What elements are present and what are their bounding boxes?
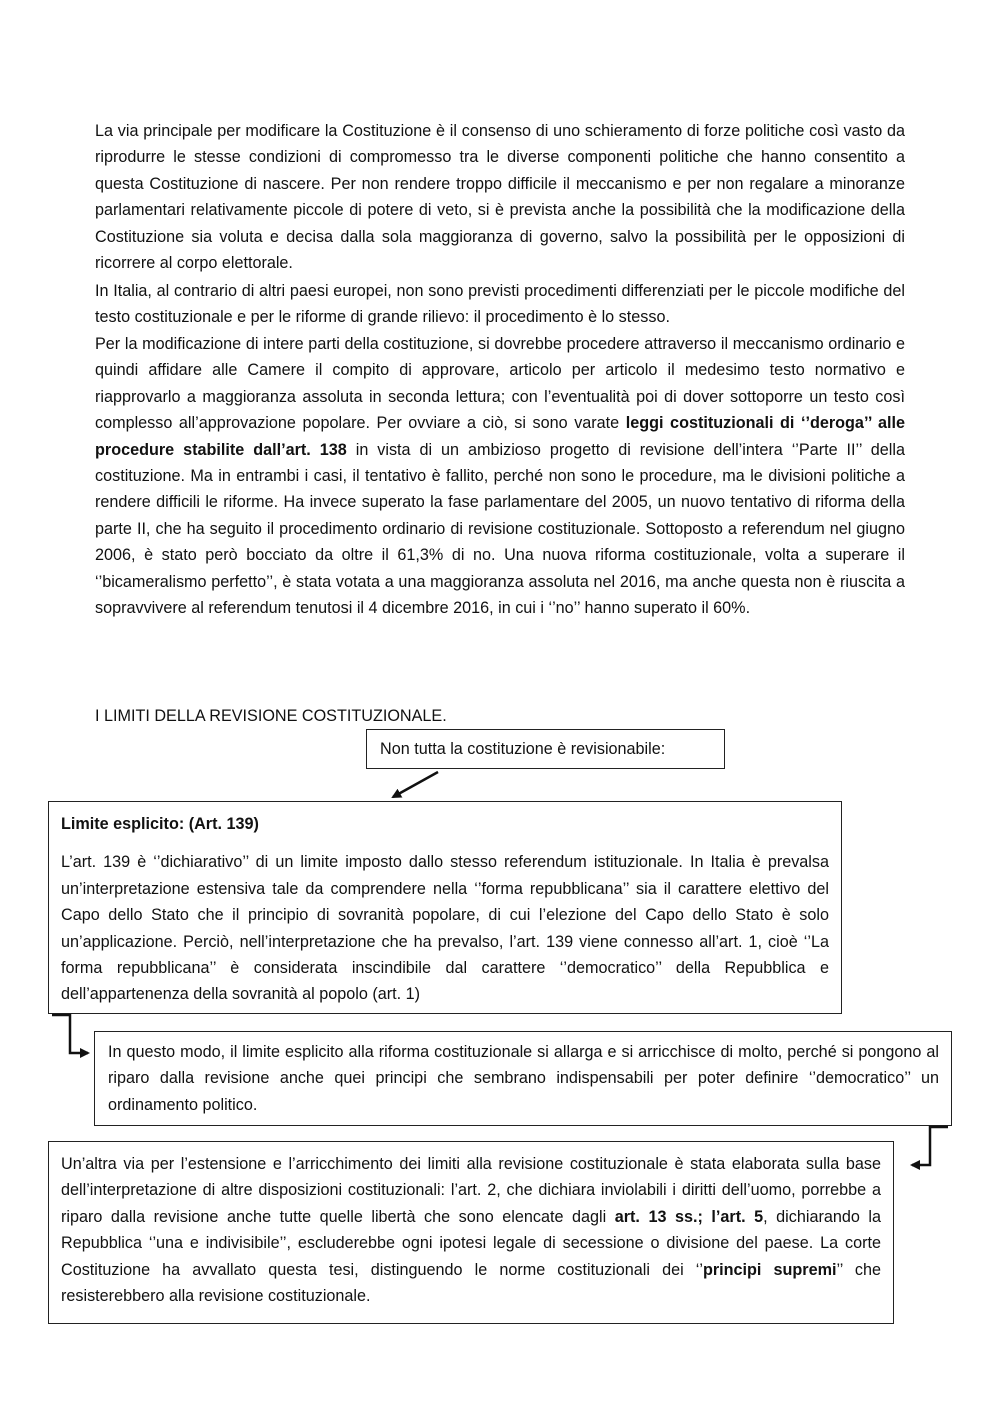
supreme-bold-b: principi supremi <box>702 1260 837 1279</box>
note-box: Non tutta la costituzione è revisionabile: <box>366 729 725 769</box>
procedure-bold: leggi costituzionali di ‘’deroga’’ alle procedure stabilite dall’art. 138 <box>95 414 905 459</box>
italy-paragraph: In Italia, al contrario di altri paesi europei, non sono previsti procedimenti differenziati per le piccole modifiche del testo costituzionale e per le riforme di grande rilievo: il procedimento è lo stesso. <box>95 282 905 327</box>
procedure-text-b: in vista di un ambizioso progetto di revisione dell’intera ‘’Parte II’’ della costituzione. Ma in entrambi i casi, il tentativo è fallito, perché non sono le procedure, ma le divisioni politiche a rendere difficili le riforme. Ha invece superato la fase parlamentare del 2005, un nuovo tentativo di riforma della parte II, che ha seguito il procedimento ordinario di revisione costituzionale. Sottoposto a referendum nel giugno 2006, è stato però bocciato da oltre il 61,3% di no. Una nuova riforma costituzionale, volta a superare il ‘’bicameralismo perfetto’’, è stata votata a una maggioranza assoluta nel 2016, ma anche questa non è riuscita a sopravvivere al referendum tenutosi il 4 dicembre 2016, in cui i ‘’no’’ hanno superato il 60%. <box>95 440 905 618</box>
arrow-diagonal <box>393 772 438 797</box>
supreme-bold-a: art. 13 ss.; l’art. 5 <box>614 1207 764 1226</box>
explicit-limit-title: Limite esplicito: (Art. 139) <box>61 815 259 833</box>
supreme-text-a: Un’altra via per l’estensione e l’arricchimento dei limiti alla revisione costituzionale è stata elaborata sulla base dell’interpretazione di altre disposizioni costituzionali: l’art. 2, che dichiara inviolabili i diritti dell’uomo, porrebbe a riparo dalla revisione anche tutte quelle libertà che sono elencate dagli <box>61 1155 881 1226</box>
explicit-limit-text: L’art. 139 è ‘’dichiarativo’’ di un limite imposto dallo stesso referendum istituzionale. In Italia è prevalsa un’interpretazione estensiva tale da comprendere nella ‘’forma repubblicana’’ sia il carattere elettivo del Capo dello Stato che il principio di sovranità popolare, di cui l’elezione del Capo dello Stato è solo un’applicazione. Perciò, nell’interpretazione che ha prevalso, l’art. 139 viene connesso all’art. 1, cioè ‘’La forma repubblicana’’ è considerata inscindibile dal carattere ‘’democratico’’ della Repubblica e dell’appartenenza della sovranità al popolo (art. 1) <box>61 853 829 1004</box>
procedure-text-a: Per la modificazione di intere parti della costituzione, si dovrebbe procedere attraverso il meccanismo ordinario e quindi affidare alle Camere il compito di approvare, articolo per articolo il medesimo testo normativo e riapprovarlo a maggioranza assoluta in seconda lettura; con l’eventualità poi di dover sottoporre un testo così complesso all’approvazione popolare. Per ovviare a ciò, si sono varate <box>95 335 905 433</box>
intro-paragraph: La via principale per modificare la Costituzione è il consenso di uno schieramento di forze politiche così vasto da riprodurre le stesse condizioni di compromesso tra le diverse componenti politiche che hanno consentito a questa Costituzione di nascere. Per non rendere troppo difficile il meccanismo e per non regalare a minoranze parlamentari relativamente piccole di potere di veto, si è prevista anche la possibilità che la modificazione della Costituzione sia voluta e decisa dalla sola maggioranza di governo, salvo la possibilità per le opposizioni di ricorrere al corpo elettorale. <box>95 122 905 273</box>
supreme-text-c: ’’ che resisterebbero alla revisione costituzionale. <box>61 1260 881 1306</box>
section-heading: I LIMITI DELLA REVISIONE COSTITUZIONALE. <box>95 707 447 725</box>
arrow-elbow-left <box>52 1015 88 1053</box>
supreme-text-b: , dichiarando la Repubblica ‘’una e indivisibile’’, escluderebbe ogni ipotesi legale di secessione o divisione del paese. La corte Costituzione ha avvallato questa tesi, distinguendo le norme costituzionali dei ‘’ <box>61 1207 881 1279</box>
arrow-elbow-right <box>912 1127 948 1165</box>
extension-box: In questo modo, il limite esplicito alla riforma costituzionale si allarga e si arricchisce di molto, perché si pongono al riparo dalla revisione anche quei principi che sembrano indispensabili per poter definire ‘’democratico’’ un ordinamento politico. <box>94 1031 952 1126</box>
